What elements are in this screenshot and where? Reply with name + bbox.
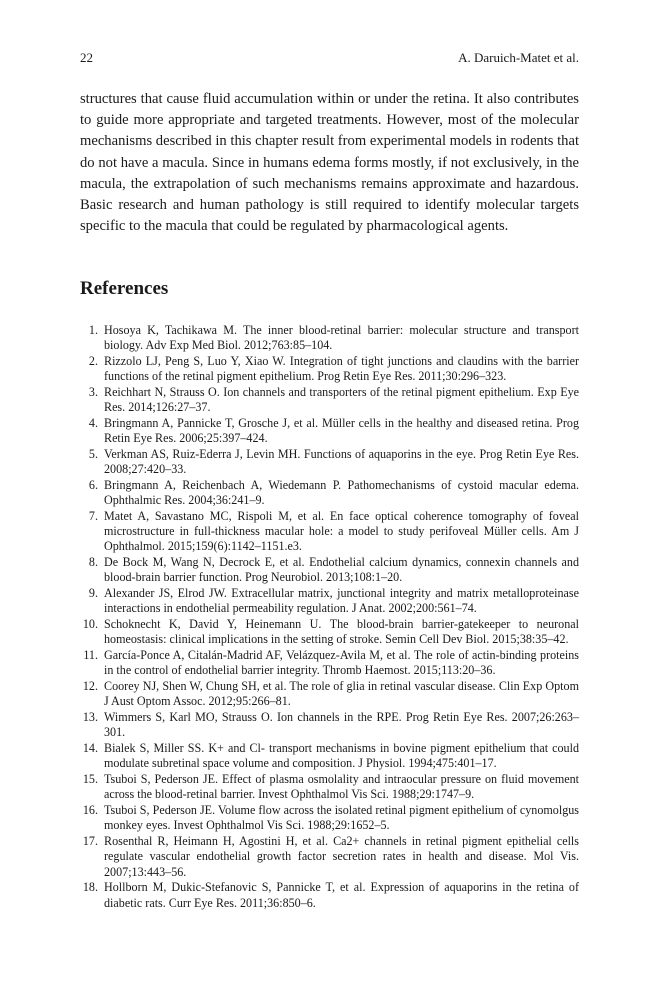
reference-item: [80, 880, 579, 910]
reference-number: 10.: [82, 617, 98, 632]
reference-item: [80, 354, 579, 384]
reference-text: Rizzolo LJ, Peng S, Luo Y, Xiao W. Integration of tight junctions and claudins with the barrier functions of the retinal pigment epithelium. Prog Retin Eye Res. 2011;30:296–323.: [104, 354, 579, 384]
reference-number: 7.: [88, 509, 98, 523]
reference-item: [80, 509, 579, 555]
reference-text: Hosoya K, Tachikawa M. The inner blood-retinal barrier: molecular structure and transport biology. Adv Exp Med Biol. 2012;763:85–104.: [104, 323, 579, 353]
reference-number: 12.: [82, 679, 98, 694]
reference-text: Bringmann A, Pannicke T, Grosche J, et al. Müller cells in the healthy and diseased retina. Prog Retin Eye Res. 2006;25:397–424.: [104, 416, 579, 446]
reference-item: [80, 803, 579, 833]
reference-item: [80, 679, 579, 709]
page-number: 22: [80, 50, 93, 65]
reference-text: Bringmann A, Reichenbach A, Wiedemann P. Pathomechanisms of cystoid macular edema. Ophthalmic Res. 2004;36:241–9.: [104, 478, 579, 508]
reference-number: 2.: [88, 354, 98, 368]
reference-item: [80, 586, 579, 616]
reference-item: [80, 617, 579, 647]
reference-number: 6.: [88, 478, 98, 492]
reference-number: 3.: [88, 385, 98, 399]
reference-item: [80, 447, 579, 477]
reference-number: 13.: [82, 710, 98, 725]
reference-number: 4.: [88, 416, 98, 430]
reference-item: [80, 416, 579, 446]
reference-item: [80, 772, 579, 802]
reference-text: Tsuboi S, Pederson JE. Effect of plasma osmolality and intraocular pressure on fluid movement across the blood-retinal barrier. Invest Ophthalmol Vis Sci. 1988;29:1747–9.: [104, 772, 579, 802]
reference-item: [80, 478, 579, 508]
reference-text: Reichhart N, Strauss O. Ion channels and transporters of the retinal pigment epithelium. Exp Eye Res. 2014;126:27–37.: [104, 385, 579, 415]
reference-text: Alexander JS, Elrod JW. Extracellular matrix, junctional integrity and matrix metalloproteinase interactions in endothelial permeability regulation. J Anat. 2002;200:561–74.: [104, 586, 579, 616]
reference-item: [80, 385, 579, 415]
reference-text: Coorey NJ, Shen W, Chung SH, et al. The role of glia in retinal vascular disease. Clin Exp Optom J Aust Optom Assoc. 2012;95:266–81.: [104, 679, 579, 709]
reference-item: [80, 834, 579, 880]
reference-number: 15.: [82, 772, 98, 787]
reference-item: [80, 741, 579, 771]
reference-number: 1.: [88, 323, 98, 337]
reference-text: Wimmers S, Karl MO, Strauss O. Ion channels in the RPE. Prog Retin Eye Res. 2007;26:263–301.: [104, 710, 579, 740]
reference-number: 5.: [88, 447, 98, 461]
reference-text: Tsuboi S, Pederson JE. Volume flow across the isolated retinal pigment epithelium of cynomolgus monkey eyes. Invest Ophthalmol Vis Sci. 1988;29:1652–5.: [104, 803, 579, 833]
body-paragraph: structures that cause fluid accumulation within or under the retina. It also contributes to guide more appropriate and targeted treatments. However, most of the molecular mechanisms described in this chapter result from experimental models in rodents that do not have a macula. Since in humans edema forms mostly, if not exclusively, in the macula, the extrapolation of such mechanisms remains approximate and hazardous. Basic research and human pathology is still required to identify molecular targets specific to the macula that could be regulated by pharmacological agents.: [80, 91, 579, 235]
reference-text: Matet A, Savastano MC, Rispoli M, et al. En face optical coherence tomography of foveal microstructure in full-thickness macular hole: a model to study perifoveal Müller cells. Am J Ophthalmol. 2015;159(6):1142–1151.e3.: [104, 509, 579, 554]
reference-text: De Bock M, Wang N, Decrock E, et al. Endothelial calcium dynamics, connexin channels and blood-brain barrier function. Prog Neurobiol. 2013;108:1–20.: [104, 555, 579, 585]
reference-text: García-Ponce A, Citalán-Madrid AF, Velázquez-Avila M, et al. The role of actin-binding proteins in the control of endothelial barrier integrity. Thromb Haemost. 2015;113:20–36.: [104, 648, 579, 678]
reference-text: Verkman AS, Ruiz-Ederra J, Levin MH. Functions of aquaporins in the eye. Prog Retin Eye Res. 2008;27:420–33.: [104, 447, 579, 477]
reference-number: 18.: [82, 880, 98, 895]
reference-number: 14.: [82, 741, 98, 756]
reference-item: [80, 648, 579, 678]
reference-item: [80, 710, 579, 740]
reference-number: 17.: [82, 834, 98, 849]
reference-number: 16.: [82, 803, 98, 818]
page-header: [80, 50, 579, 68]
reference-text: Rosenthal R, Heimann H, Agostini H, et al. Ca2+ channels in retinal pigment epithelial cells regulate vascular endothelial growth factor secretion rates in health and disease. Mol Vis. 2007;13:443–56.: [104, 834, 579, 879]
reference-number: 9.: [88, 586, 98, 601]
reference-text: Bialek S, Miller SS. K+ and Cl- transport mechanisms in bovine pigment epithelium that could modulate subretinal space volume and composition. J Physiol. 1994;475:401–17.: [104, 741, 579, 771]
references-heading: References: [80, 278, 169, 299]
reference-item: [80, 323, 579, 353]
reference-text: Schoknecht K, David Y, Heinemann U. The blood-brain barrier-gatekeeper to neuronal homeostasis: clinical implications in the setting of stroke. Semin Cell Dev Biol. 2015;38:35–42.: [104, 617, 579, 647]
reference-number: 11.: [83, 648, 98, 663]
reference-item: [80, 555, 579, 585]
running-head: A. Daruich-Matet et al.: [458, 50, 579, 65]
reference-text: Hollborn M, Dukic-Stefanovic S, Pannicke T, et al. Expression of aquaporins in the retina of diabetic rats. Curr Eye Res. 2011;36:850–6.: [104, 880, 579, 910]
reference-list: [80, 323, 579, 911]
reference-number: 8.: [88, 555, 98, 570]
